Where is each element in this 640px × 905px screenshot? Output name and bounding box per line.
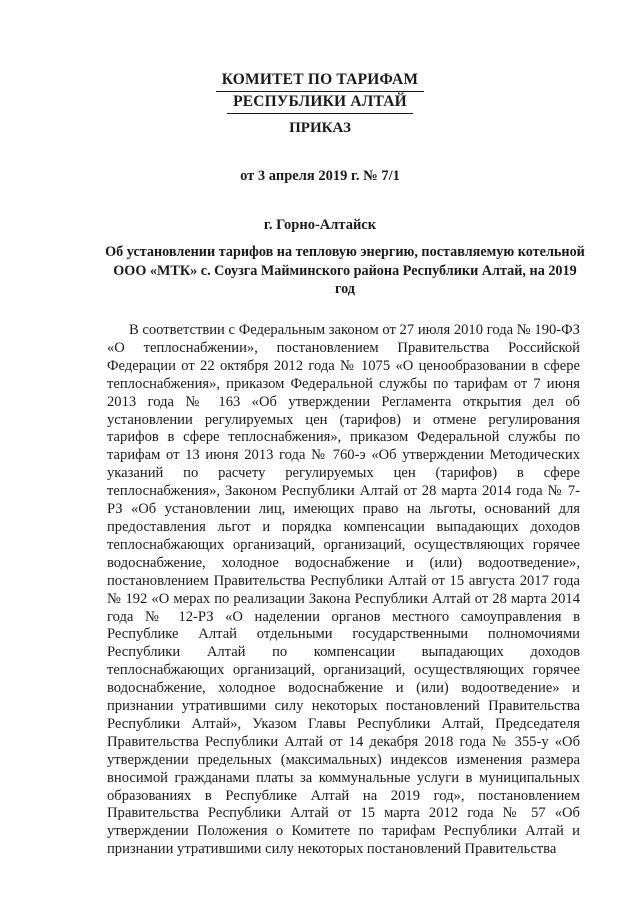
committee-header-line2 [0, 92, 640, 114]
committee-region: РЕСПУБЛИКИ АЛТАЙ [227, 92, 413, 114]
order-city: г. Горно-Алтайск [263, 217, 377, 233]
order-subject: Об установлении тарифов на тепловую энергию, поставляемую котельной ООО «МТК» с. Соузга Майминского района Республики Алтай, на 2019 год [105, 244, 585, 297]
committee-name: КОМИТЕТ ПО ТАРИФАМ [216, 70, 425, 92]
order-body-paragraph: В соответствии с Федеральным законом от 27 июля 2010 года № 190-ФЗ «О теплоснабжении», постановлением Правительства Российской Федерации от 22 октября 2012 года № 1075 «О ценообразовании в сфере теплоснабжения», приказом Федеральной службы по тарифам от 7 июня 2013 года № 163 «Об утверждении Регламента открытия дел об установлении регулируемых цен (тарифов) и отмене регулирования тарифов в сфере теплоснабжения», приказом Федеральной службы по тарифам от 13 июня 2013 года № 760-э «Об утверждении Методических указаний по расчету регулируемых цен (тарифов) в сфере теплоснабжения», Законом Республики Алтай от 28 марта 2014 года № 7-РЗ «Об установлении лиц, имеющих право на льготы, оснований для предоставления льгот и порядка компенсации выпадающих доходов теплоснабжающих организаций, организаций, осуществляющих горячее водоснабжение, холодное водоснабжение и (или) водоотведение», постановлением Правительства Республики Алтай от 15 августа 2017 года № 192 «О мерах по реализации Закона Республики Алтай от 28 марта 2014 года № 12-РЗ «О наделении органов местного самоуправления в Республике Алтай отдельными государственными полномочиями Республики Алтай по компенсации выпадающих доходов теплоснабжающих организаций, организаций, осуществляющих горячее водоснабжение, холодное водоснабжение и (или) водоотведение» и признании утратившими силу некоторых постановлений Правительства Республики Алтай», Указом Главы Республики Алтай, Председателя Правительства Республики Алтай от 14 декабря 2018 года № 355-у «Об утверждении предельных (максимальных) индексов изменения размера вносимой гражданами платы за коммунальные услуги в муниципальных образованиях в Республике Алтай на 2019 год», постановлением Правительства Республики Алтай от 15 марта 2012 года № 57 «Об утверждении Положения о Комитете по тарифам Республики Алтай и признании утратившими силу некоторых постановлений Правительства [107, 322, 580, 858]
order-title: ПРИКАЗ [289, 120, 351, 136]
committee-header-line1 [0, 70, 640, 92]
order-date-number: от 3 апреля 2019 г. № 7/1 [240, 168, 400, 184]
